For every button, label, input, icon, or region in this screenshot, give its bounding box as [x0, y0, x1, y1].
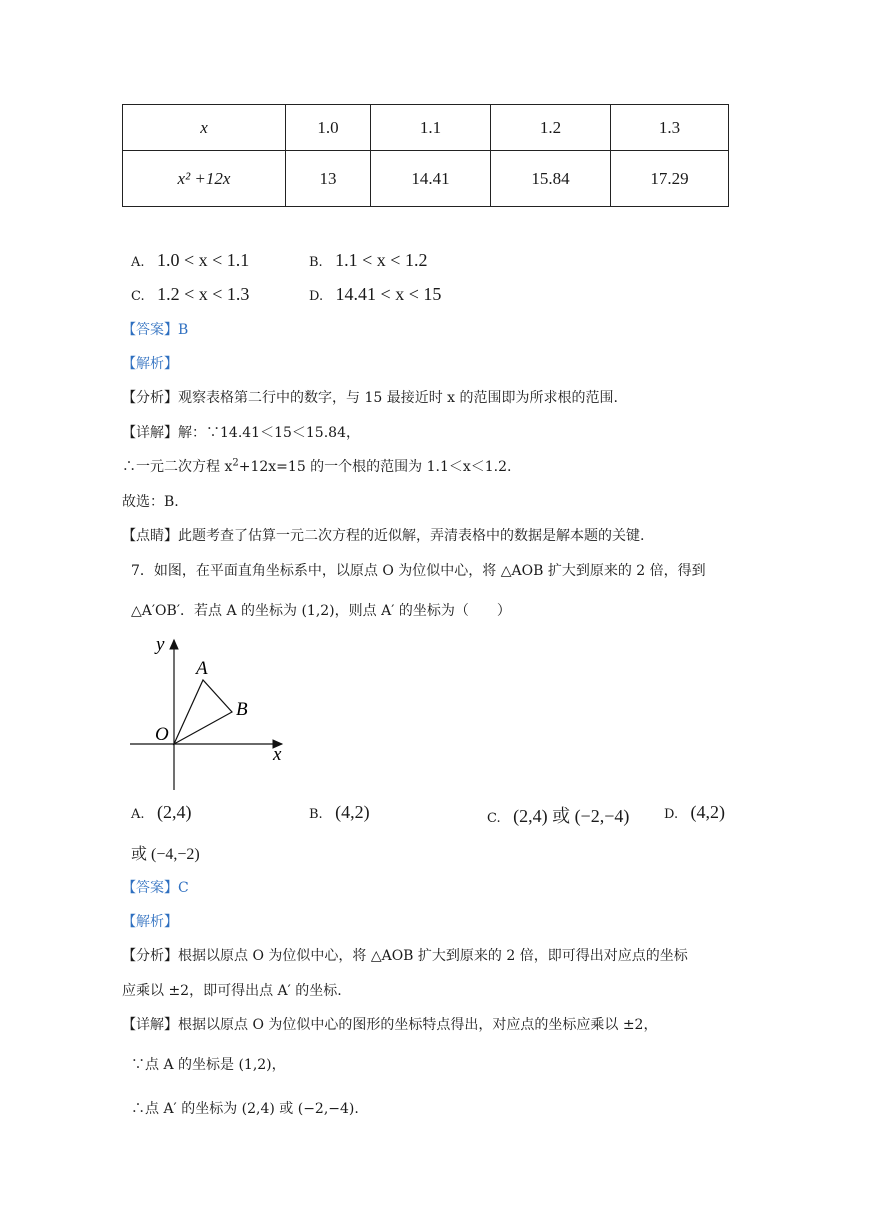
table-cell: 1.2: [491, 105, 611, 151]
table-row: [123, 151, 729, 207]
coordinate-graph: [125, 630, 290, 795]
table-cell: 13: [286, 151, 371, 207]
choose-text: 故选：B.: [122, 494, 179, 510]
table-cell: 14.41: [371, 151, 491, 207]
triangle-aob: [174, 680, 232, 744]
x-axis-label: x: [273, 744, 282, 765]
point-a-label: A: [196, 658, 208, 679]
table-cell: 1.0: [286, 105, 371, 151]
q7-option-a: A. (2,4): [131, 802, 192, 822]
analysis-text-continued: 应乘以 ±2，即可得出点 A′ 的坐标.: [122, 983, 342, 999]
table-cell: 1.1: [371, 105, 491, 151]
option-d: D. 14.41 < x < 15: [309, 284, 442, 304]
therefore-text: ∴一元二次方程 $x^2+12x=15$ 的一个根的范围为 1.1＜x＜1.2.: [122, 457, 512, 475]
option-c: C. 1.2 < x < 1.3: [131, 284, 250, 304]
q7-option-b: B. (4,2): [309, 802, 370, 822]
table-row: [123, 105, 729, 151]
analysis-tag: 【解析】: [122, 914, 178, 930]
q7-option-d: D. (4,2): [664, 802, 726, 822]
question-7-line-2: △A′OB′．若点 A 的坐标为 (1,2)，则点 A′ 的坐标为（ ）: [131, 603, 511, 619]
table-cell: 15.84: [491, 151, 611, 207]
point-b-label: B: [236, 699, 248, 720]
table-cell: x² +12x: [123, 151, 286, 207]
analysis-text: 【分析】根据以原点 O 为位似中心，将 △AOB 扩大到原来的 2 倍，即可得出对应点的坐标: [122, 948, 688, 964]
table-cell: x: [123, 105, 286, 151]
table-cell: 17.29: [611, 151, 729, 207]
because-text: ∵点 A 的坐标是 (1,2)，: [131, 1057, 286, 1073]
comment-text: 【点睛】此题考查了估算一元二次方程的近似解，弄清表格中的数据是解本题的关键.: [122, 528, 645, 544]
question-7-line-1: 7．如图，在平面直角坐标系中，以原点 O 为位似中心，将 △AOB 扩大到原来的 2 倍，得到: [131, 563, 706, 579]
answer-tag: 【答案】C: [122, 880, 189, 896]
option-a: A. 1.0 < x < 1.1: [131, 250, 250, 270]
therefore-text: ∴点 A′ 的坐标为 (2,4) 或 (−2,−4).: [131, 1101, 359, 1117]
option-b: B. 1.1 < x < 1.2: [309, 250, 428, 270]
q7-option-d-continued: 或 (−4,−2): [131, 846, 200, 863]
origin-label: O: [155, 724, 169, 745]
detail-text: 【详解】根据以原点 O 为位似中心的图形的坐标特点得出，对应点的坐标应乘以 ±2，: [122, 1017, 658, 1033]
y-axis-label: y: [156, 634, 165, 655]
value-table: [122, 104, 729, 207]
table-cell: 1.3: [611, 105, 729, 151]
q7-option-c: C. (2,4) 或 (−2,−4): [487, 806, 630, 826]
answer-tag: 【答案】B: [122, 322, 189, 338]
analysis-text: 【分析】观察表格第二行中的数字，与 15 最接近时 x 的范围即为所求根的范围.: [122, 390, 618, 406]
detail-text: 【详解】解：∵14.41＜15＜15.84，: [122, 425, 360, 441]
analysis-tag: 【解析】: [122, 356, 178, 372]
